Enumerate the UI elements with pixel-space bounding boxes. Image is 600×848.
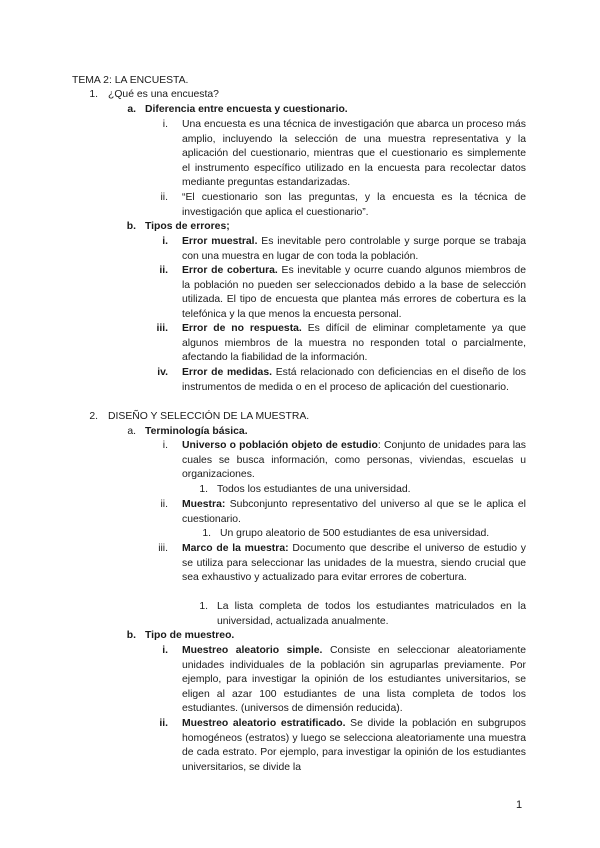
item-numeral: ii. — [160, 192, 168, 203]
item-numeral: iii. — [156, 323, 168, 334]
example-text: Un grupo aleatorio de 500 estudiantes de esa universidad. — [220, 528, 490, 539]
item-term: Error de no respuesta. — [182, 323, 302, 334]
example-number: 1. — [199, 601, 208, 612]
item-numeral: iii. — [158, 543, 168, 554]
subsection-heading: Tipo de muestreo. — [145, 630, 235, 641]
item-text — [182, 366, 526, 395]
item-term: Universo o población objeto de estudio — [182, 440, 378, 451]
item-term: Error muestral. — [182, 236, 258, 247]
item-numeral: i. — [162, 440, 168, 451]
item-term: Muestreo aleatorio estratificado. — [182, 718, 346, 729]
item-text — [182, 264, 526, 322]
subsection-letter: a. — [127, 426, 136, 437]
section-heading: ¿Qué es una encuesta? — [108, 89, 219, 100]
subsection-letter: b. — [126, 221, 136, 232]
example-text: Todos los estudiantes de una universidad. — [217, 484, 411, 495]
subsection-letter: a. — [127, 104, 136, 115]
item-numeral: iv. — [157, 367, 168, 378]
item-description: Consiste en seleccionar aleatoriamente unidades individuales de la población sin agruparlas previamente. Por ejemplo, para investigar la opinión de los estudiantes universitarios, se eligen al azar 100 estudiantes de una lista completa de todos los estudiantes. (universos de dimensión reducida). — [182, 645, 527, 715]
subsection-heading: Terminología básica. — [145, 426, 248, 437]
item-term: Marco de la muestra: — [182, 543, 289, 554]
item-description: Se divide la población en subgrupos homogéneos (estratos) y luego se selecciona aleatoriamente una muestra de cada estrato. Por ejemplo, para investigar la opinión de los estudiantes universitarios, se divide la — [182, 718, 526, 773]
item-text — [182, 542, 526, 586]
subsection-heading: Tipos de errores; — [145, 221, 230, 232]
item-numeral: i. — [162, 645, 168, 656]
section-number: 2. — [89, 411, 98, 422]
example-number: 1. — [199, 484, 208, 495]
item-numeral: i. — [162, 119, 168, 130]
item-text: “El cuestionario son las preguntas, y la encuesta es la técnica de investigación que aplica el cuestionario”. — [182, 192, 526, 218]
item-description: Está relacionado con deficiencias en el diseño de los instrumentos de medida o en el proceso de aplicación del cuestionario. — [182, 367, 526, 393]
item-text — [182, 439, 526, 483]
subsection-heading: Diferencia entre encuesta y cuestionario. — [145, 104, 348, 115]
subsection-letter: b. — [126, 630, 136, 641]
item-description: Es inevitable y ocurre cuando algunos miembros de la población no pueden ser seleccionados debido a la base de selección utilizada. El tipo de encuesta que plantea más errores de cobertura es la telefónica y la que menos la encuesta personal. — [182, 265, 526, 320]
item-term: Muestreo aleatorio simple. — [182, 645, 323, 656]
item-term: Error de cobertura. — [182, 265, 278, 276]
item-text: Una encuesta es una técnica de investigación que abarca un proceso más amplio, incluyendo la selección de una muestra representativa y la aplicación del cuestionario, mientras que el cuestionario es simplemente el instrumento específico utilizado en la encuesta para recolectar datos mediante preguntas estandarizadas. — [182, 119, 526, 189]
item-numeral: ii. — [159, 718, 168, 729]
item-description: Subconjunto representativo del universo al que se le aplica el cuestionario. — [182, 499, 526, 525]
item-term: Muestra: — [182, 499, 226, 510]
item-text — [182, 498, 526, 527]
item-term: Error de medidas. — [182, 367, 272, 378]
document-title: TEMA 2: LA ENCUESTA. — [72, 75, 189, 86]
item-description: Es inevitable pero controlable y surge porque se trabaja con una muestra en lugar de con toda la población. — [182, 236, 526, 262]
item-numeral: ii. — [160, 499, 168, 510]
item-description: : Conjunto de unidades para las cuales se busca información, como personas, viviendas, escuelas u organizaciones. — [182, 440, 526, 481]
item-text — [182, 644, 526, 717]
page-number: 1 — [516, 799, 523, 811]
item-description: Es difícil de eliminar completamente ya que algunos miembros de la muestra no responden total o parcialmente, afectando la fiabilidad de la información. — [182, 323, 527, 364]
example-text: La lista completa de todos los estudiantes matriculados en la universidad, actualizada anualmente. — [217, 601, 526, 627]
section-number: 1. — [89, 89, 98, 100]
item-numeral: ii. — [159, 265, 168, 276]
item-text — [182, 717, 526, 775]
item-numeral: i. — [162, 236, 168, 247]
item-text — [182, 322, 526, 366]
example-number: 1. — [202, 528, 211, 539]
item-text — [182, 235, 526, 264]
section-heading: DISEÑO Y SELECCIÓN DE LA MUESTRA. — [108, 411, 310, 422]
item-description: Documento que describe el universo de estudio y se utiliza para seleccionar las unidades de la muestra, siendo crucial que sea exhaustivo y actualizado para evitar errores de cobertura. — [182, 543, 526, 584]
